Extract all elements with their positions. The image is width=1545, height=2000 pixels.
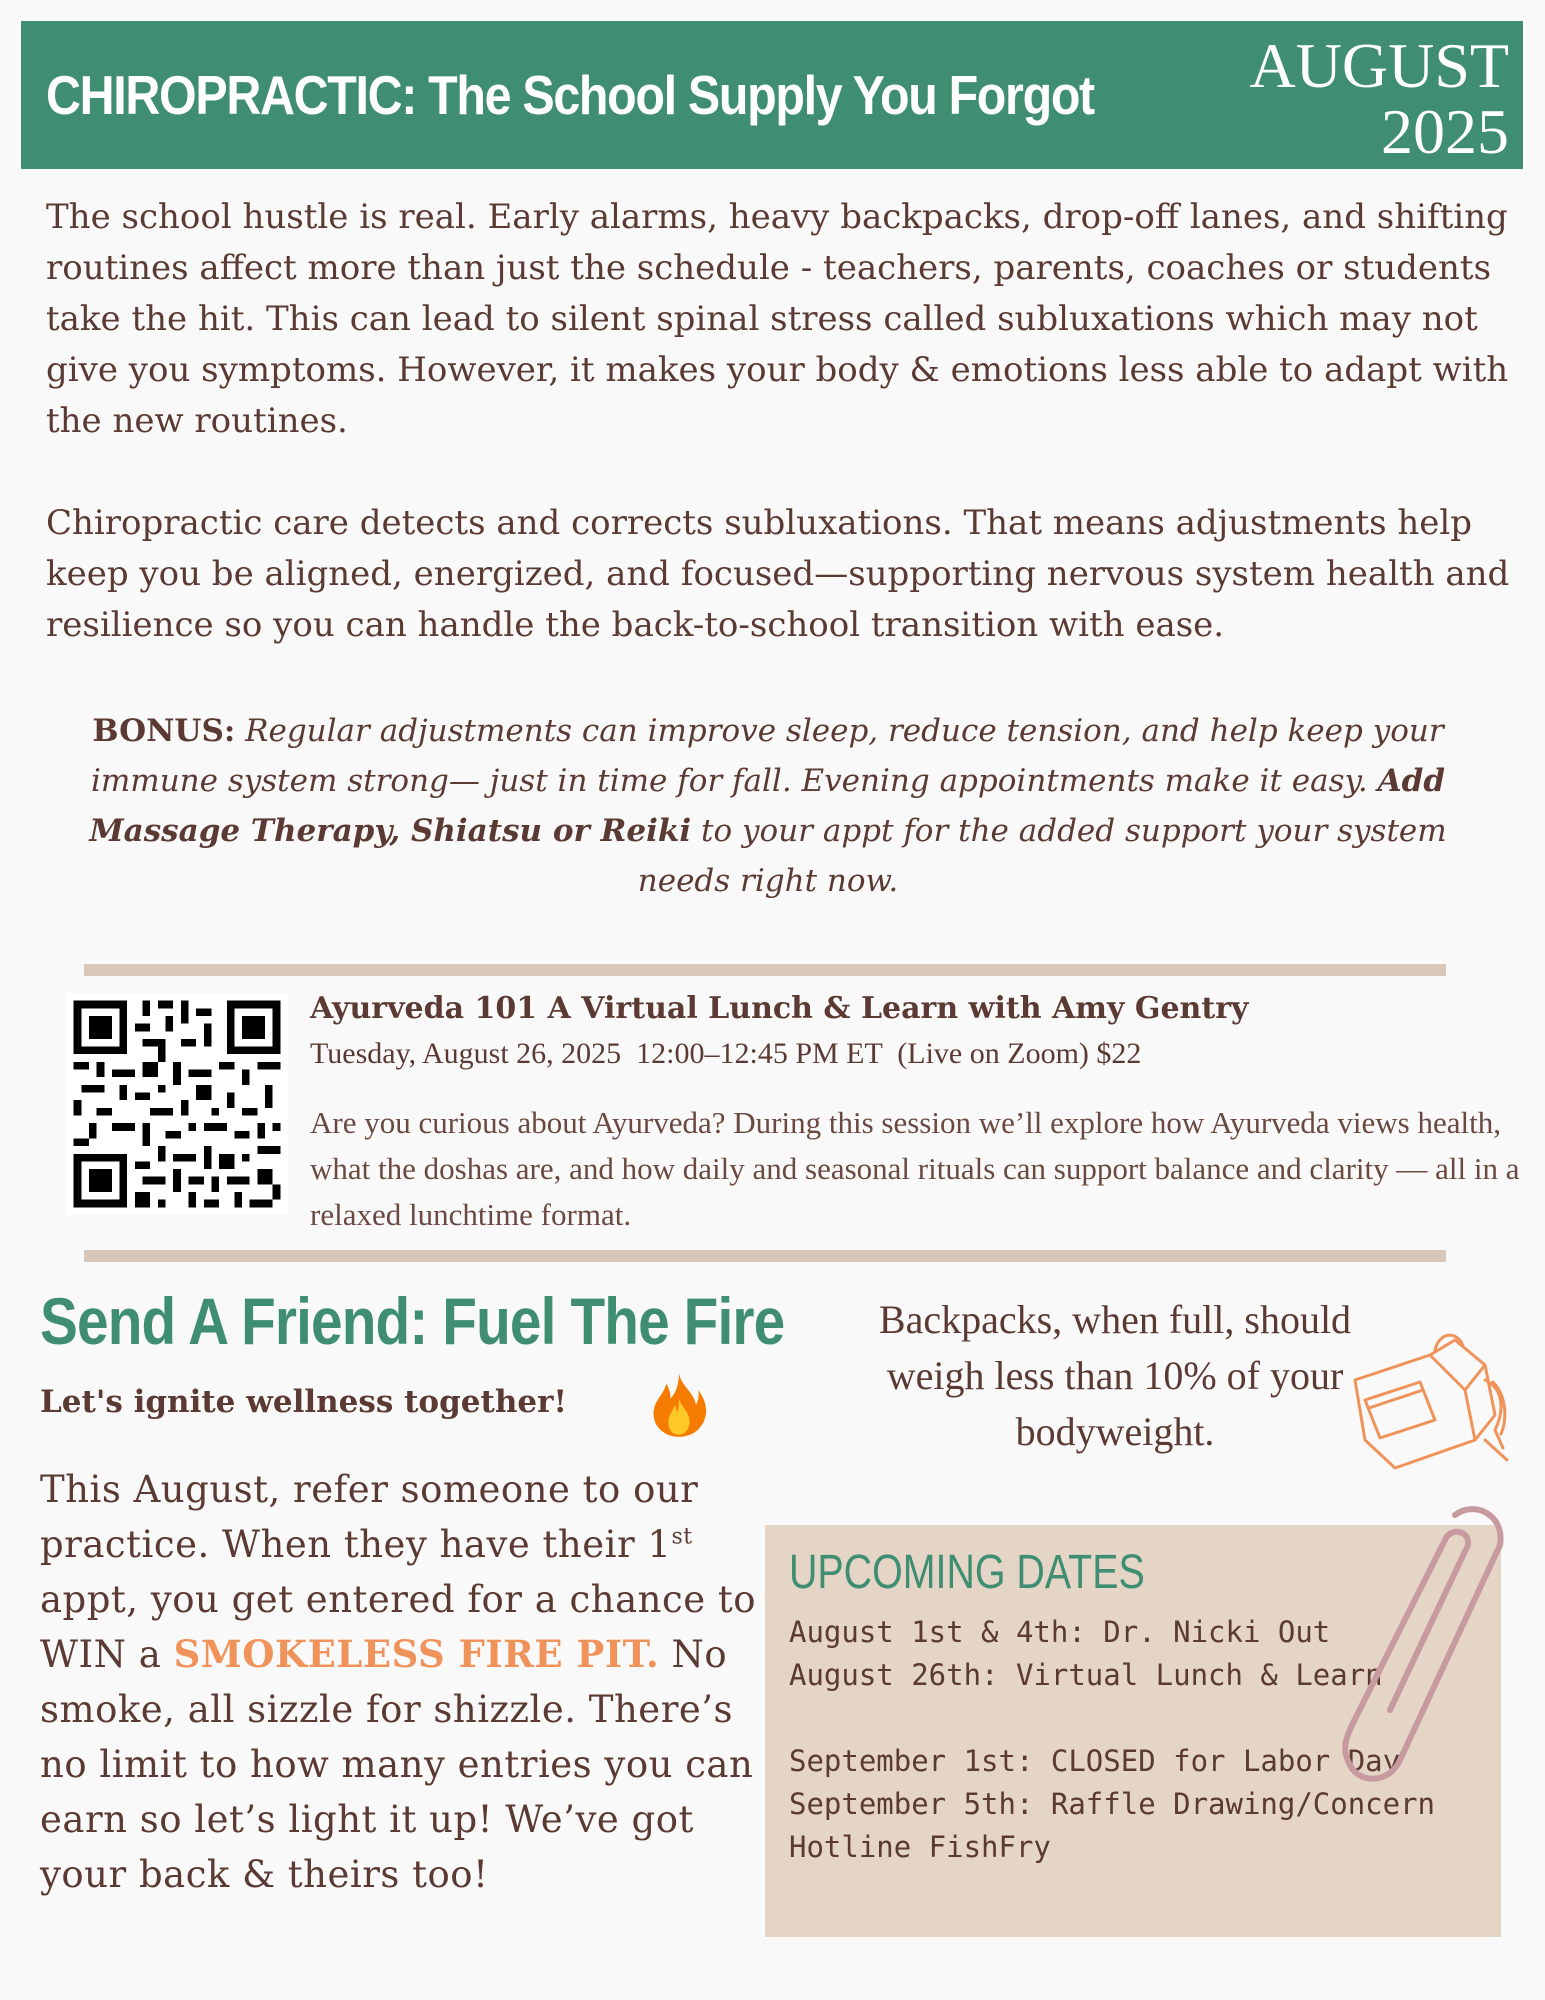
divider-top (84, 964, 1446, 976)
bonus-label: BONUS: (92, 713, 236, 749)
referral-title: Send A Friend: Fuel The Fire (40, 1284, 785, 1358)
bonus-text-1: Regular adjustments can improve sleep, reduce tension, and help keep your immune system strong— just in time for fall. Evening appointments make it easy. (91, 713, 1444, 799)
referral-text-3: No smoke, all sizzle for shizzle. There’s no limit to how many entries you can earn so let’s light it up! We’ve got your back & theirs too! (40, 1633, 754, 1896)
issue-month: AUGUST (1249, 30, 1509, 101)
event-description: Are you curious about Ayurveda? During this session we’ll explore how Ayurveda views health, what the doshas are, and how daily and seasonal rituals can support balance and clarity — all in a relaxed lunchtime format. (310, 1105, 1520, 1232)
referral-subtitle: Let's ignite wellness together! (40, 1384, 568, 1420)
bonus-note (58, 706, 1478, 906)
list-item: August 26th: Virtual Lunch & Learn (789, 1658, 1383, 1692)
upcoming-title: UPCOMING DATES (789, 1546, 1145, 1599)
event-title: Ayurveda 101 A Virtual Lunch & Learn with Amy Gentry (310, 991, 1249, 1026)
referral-text-1: This August, refer someone to our practice. When they have their 1 (40, 1468, 699, 1566)
qr-code-icon[interactable] (66, 993, 288, 1215)
ordinal-suffix: st (671, 1524, 693, 1550)
list-item: August 1st & 4th: Dr. Nicki Out (789, 1615, 1331, 1649)
intro-paragraph-1: The school hustle is real. Early alarms, heavy backpacks, drop-off lanes, and shifting routines affect more than just the schedule - teachers, parents, coaches or students take the hit. This can lead to silent spinal stress called subluxations which may not give you symptoms. However, it makes your body & emotions less able to adapt with the new routines. (46, 197, 1509, 441)
list-item: September 5th: Raffle Drawing/Concern Hotline FishFry (789, 1787, 1436, 1864)
prize-highlight: SMOKELESS FIRE PIT. (173, 1632, 660, 1676)
event-datetime: Tuesday, August 26, 2025 12:00–12:45 PM ET (Live on Zoom) $22 (310, 1037, 1142, 1070)
bonus-text-2: to your appt for the added support your system needs right now. (637, 813, 1447, 899)
issue-year: 2025 (1381, 96, 1509, 167)
bonus-services: Add Massage Therapy, Shiatsu or Reiki (89, 763, 1445, 849)
issue-date (1249, 30, 1509, 167)
fire-icon (645, 1371, 713, 1439)
divider-bottom (84, 1250, 1446, 1262)
intro-section (46, 192, 1526, 651)
referral-body (40, 1462, 760, 1902)
backpack-tip: Backpacks, when full, should weigh less than 10% of your bodyweight. (878, 1297, 1352, 1454)
intro-paragraph-2: Chiropractic care detects and corrects subluxations. That means adjustments help keep you be aligned, energized, and focused—supporting nervous system health and resilience so you can handle the back-to-school transition with ease. (46, 503, 1510, 645)
backpack-icon (1335, 1320, 1510, 1470)
event-block (310, 986, 1530, 1238)
newsletter-title: CHIROPRACTIC: The School Supply You Forgot (46, 64, 1094, 126)
paperclip-icon (1320, 1495, 1520, 1785)
header-banner (21, 21, 1523, 169)
list-item: September 1st: CLOSED for Labor Day (789, 1744, 1401, 1778)
referral-text-2: appt, you get entered for a chance to WIN a (40, 1578, 757, 1676)
